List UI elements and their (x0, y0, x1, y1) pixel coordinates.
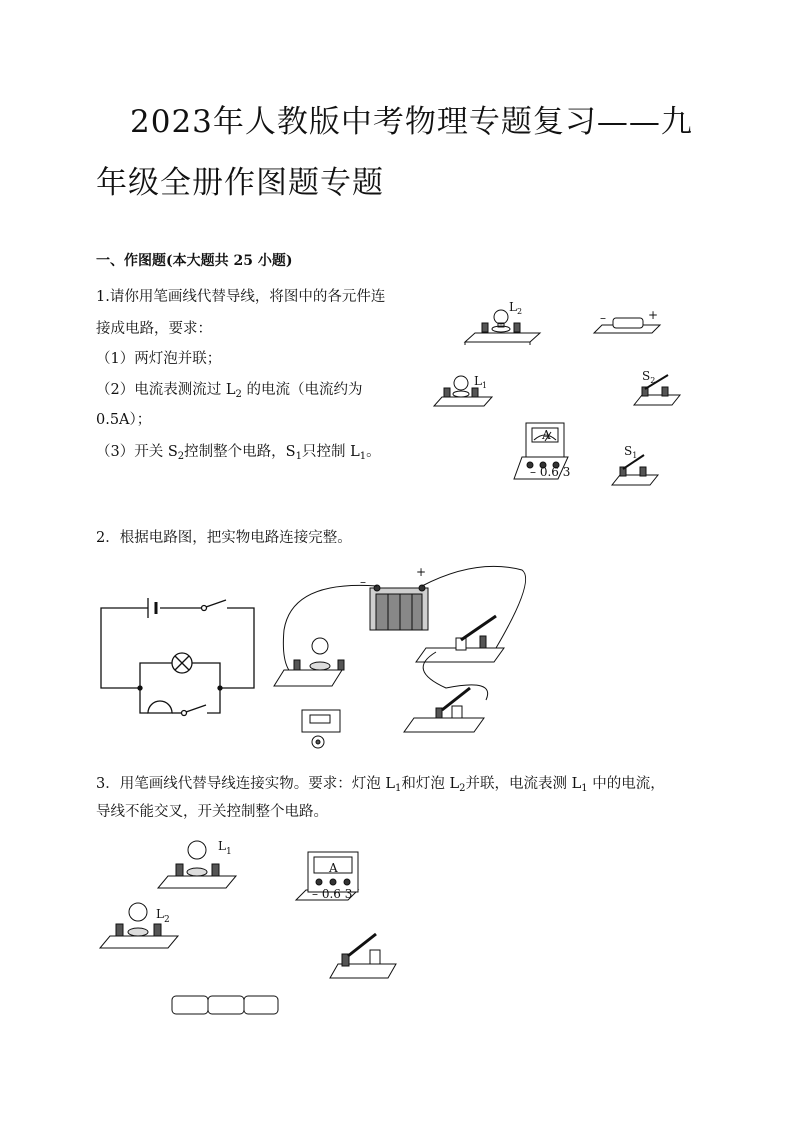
q1-figure (430, 295, 690, 495)
battery-minus-label: – (360, 575, 366, 589)
label-L1: $L_1$ (474, 374, 488, 390)
ammeter-letter: A (329, 861, 338, 875)
switch (330, 934, 396, 978)
q1-requirement-2-cont: 0.5A）； (96, 412, 152, 428)
q2-figure (96, 560, 546, 760)
q1-text-line2: 接成电路，要求： (96, 321, 212, 337)
bulb-L2 (465, 310, 540, 345)
label-L2: $L_2$ (509, 300, 523, 316)
battery-plus: + (648, 308, 659, 322)
label-S1: $S_1$ (624, 444, 638, 460)
page-title-line1: 2023年人教版中考物理专题复习——九 (130, 104, 693, 140)
ammeter-letter: A (542, 428, 551, 442)
q1-requirement-1: （1）两灯泡并联； (96, 351, 222, 367)
label-S2: $S_2$ (642, 369, 656, 385)
label-L2: $L_2$ (156, 907, 170, 925)
q2-text: 2．根据电路图，把实物电路连接完整。 (96, 530, 352, 546)
section-heading: 一、作图题(本大题共 25 小题) (96, 253, 293, 269)
real-circuit (274, 566, 526, 748)
page-title-line2: 年级全册作图题专题 (96, 165, 384, 201)
battery-minus: – (600, 311, 606, 325)
q1-requirement-3: （3）开关 $S_2$控制整个电路，$S_1$只控制 $L_1$。 (96, 444, 381, 462)
switch-S2 (634, 375, 680, 405)
q1-text-line1: 1.请你用笔画线代替导线，将图中的各元件连 (96, 289, 386, 305)
q3-figure (96, 830, 416, 1030)
q1-requirement-2: （2）电流表测流过 $L_2$ 的电流（电流约为 (96, 382, 363, 400)
circuit-diagram (101, 598, 254, 716)
battery-plus-label: + (416, 565, 427, 579)
ammeter-scale: – 0.6 3 (312, 887, 353, 901)
ammeter-scale: – 0.6 3 (530, 465, 571, 479)
label-L1: $L_1$ (218, 839, 232, 857)
batteries (172, 996, 278, 1014)
bulb-L2 (100, 903, 178, 948)
q3-text-line2: 导线不能交叉，开关控制整个电路。 (96, 804, 328, 820)
q3-text-line1: 3．用笔画线代替导线连接实物。要求：灯泡 $L_1$和灯泡 $L_2$并联，电流表测 $L_1$ 中的电流， (96, 776, 665, 794)
